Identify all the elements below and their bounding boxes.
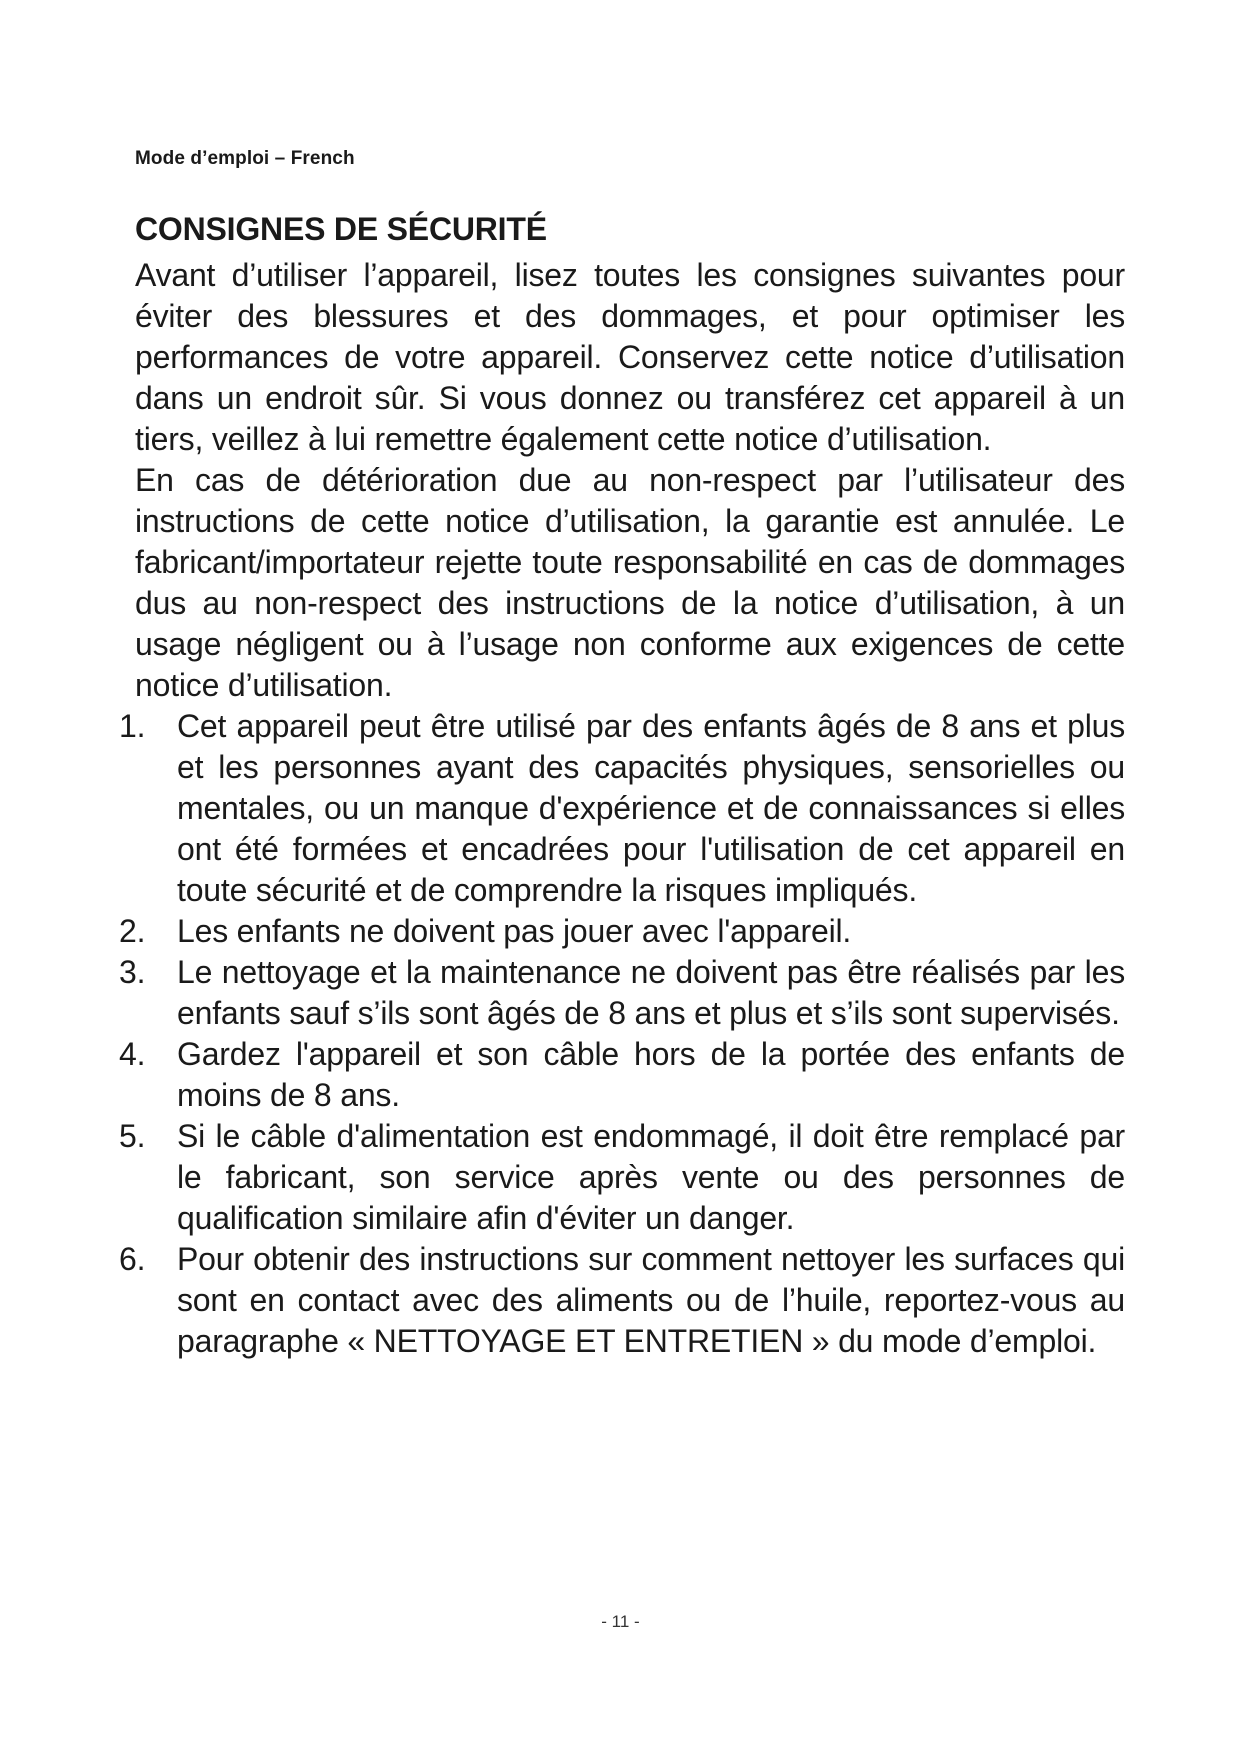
list-item-text: Cet appareil peut être utilisé par des enfants âgés de 8 ans et plus et les personnes ayant des capacités physiques, sensorielles ou mentales, ou un manque d'expérience et de connaissances si elles ont été formées et encadrées pour l'utilisation de cet appareil en toute sécurité et de comprendre la risques impliqués. bbox=[177, 708, 1125, 908]
section-title: CONSIGNES DE SÉCURITÉ bbox=[135, 211, 547, 247]
list-item-number: 2. bbox=[119, 913, 146, 949]
page-header: Mode d’emploi – French bbox=[135, 148, 355, 169]
list-item bbox=[119, 1116, 1125, 1239]
list-item bbox=[119, 706, 1125, 911]
list-item-text: Les enfants ne doivent pas jouer avec l'appareil. bbox=[177, 913, 852, 949]
list-item-number: 6. bbox=[119, 1241, 146, 1277]
list-item bbox=[119, 911, 1125, 952]
safety-instructions-list bbox=[119, 706, 1125, 1362]
list-item-text: Si le câble d'alimentation est endommagé, il doit être remplacé par le fabricant, son service après vente ou des personnes de qualification similaire afin d'éviter un danger. bbox=[177, 1118, 1125, 1236]
list-item bbox=[119, 1239, 1125, 1362]
list-item bbox=[119, 1034, 1125, 1116]
main-content bbox=[119, 205, 1125, 1362]
list-item bbox=[119, 952, 1125, 1034]
intro-paragraph: Avant d’utiliser l’appareil, lisez toutes les consignes suivantes pour éviter des blessures et des dommages, et pour optimiser les performances de votre appareil. Conservez cette notice d’utilisation dans un endroit sûr. Si vous donnez ou transférez cet appareil à un tiers, veillez à lui remettre également cette notice d’utilisation. bbox=[135, 257, 1125, 457]
warranty-paragraph: En cas de détérioration due au non-respect par l’utilisateur des instructions de cette notice d’utilisation, la garantie est annulée. Le fabricant/importateur rejette toute responsabilité en cas de dommages dus au non-respect des instructions de la notice d’utilisation, à un usage négligent ou à l’usage non conforme aux exigences de cette notice d’utilisation. bbox=[135, 462, 1125, 703]
list-item-text: Gardez l'appareil et son câble hors de la portée des enfants de moins de 8 ans. bbox=[177, 1036, 1125, 1113]
list-item-text: Le nettoyage et la maintenance ne doivent pas être réalisés par les enfants sauf s’ils sont âgés de 8 ans et plus et s’ils sont supervisés. bbox=[177, 954, 1125, 1031]
page-number: - 11 - bbox=[601, 1612, 640, 1631]
list-item-number: 1. bbox=[119, 708, 146, 744]
list-item-number: 5. bbox=[119, 1118, 146, 1154]
list-item-number: 3. bbox=[119, 954, 146, 990]
list-item-text: Pour obtenir des instructions sur comment nettoyer les surfaces qui sont en contact avec des aliments ou de l’huile, reportez-vous au paragraphe « NETTOYAGE ET ENTRETIEN » du mode d’emploi. bbox=[177, 1241, 1125, 1359]
list-item-number: 4. bbox=[119, 1036, 146, 1072]
